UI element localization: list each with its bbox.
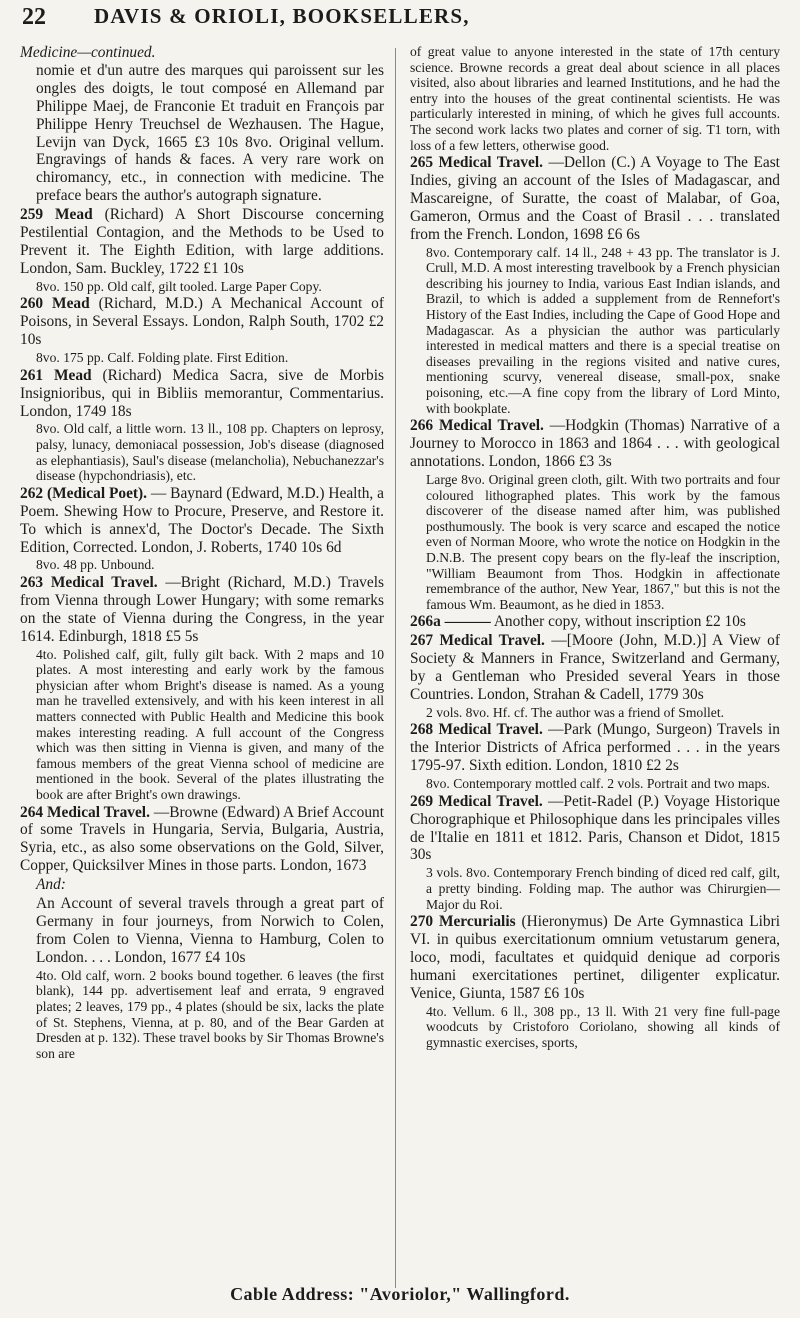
- page-number: 22: [22, 4, 46, 30]
- entry-264-second-work: An Account of several travels through a great part of Germany in four journeys, from Norwich to Colen, from Colen to Vienna, Vienna to Hamburg, Colen to London. . . . London, 1677 £4 10s: [36, 895, 384, 966]
- entry-heading: (Medical Poet).: [46, 484, 148, 502]
- continuation-text: nomie et d'un autre des marques qui paroissent sur les ongles des doigts, le tout composé en Allemand par Philippe Maej, de Franconie Et traduit en François par Philippe Henry Treuchsel de Wezhausen. The Hague, Levijn van Dyck, 1665 £3 10s 8vo. Original vellum. Engravings of hands & faces. A very rare work on chiromancy, etc., in connection with medicine. The preface bears the author's autograph signature.: [36, 61, 384, 205]
- catalogue-entry: [410, 793, 780, 865]
- entry-text: —Park (Mungo, Surgeon) Travels in the Interior Districts of Africa performed . . . in the years 1795-97. Sixth edition. London, 1810 £2 2s: [410, 721, 780, 775]
- left-column: [20, 44, 384, 1062]
- entry-note: 8vo. 48 pp. Unbound.: [36, 557, 155, 573]
- entry-note: Large 8vo. Original green cloth, gilt. With two portraits and four coloured lithographed plates. This work by the famous discoverer of the disease named after him, was published posthumously. The book is very scarce and escaped the notice even of Norman Moore, who wrote the notice on Hodgkin in the D.N.B. The present copy bears on the fly-leaf the inscription, "William Beaumont from Thos. Hodgkin in affectionate remembrance of the author, New Year, 1867," but this is not the famous Wm. Beaumont, as he died in 1853.: [426, 471, 780, 612]
- entry-heading: Medical Travel.: [438, 154, 544, 172]
- entry-text: — Baynard (Edward, M.D.) Health, a Poem. Shewing How to Procure, Preserve, and Restore it. To which is annex'd, The Doctor's Decade. The Sixth Edition, Corrected. London, J. Roberts, 1740 10s 6d: [20, 484, 384, 556]
- column-divider: [395, 48, 396, 1288]
- entry-264-note: 4to. Old calf, worn. 2 books bound together. 6 leaves (the first blank), 144 pp. advertisement leaf and errata, 9 engraved plates; 2 leaves, 179 pp., 4 plates (should be six, lacks the plate of St. Stephens, Vienna, at p. 80, and of the Bear Garden at Dresden at p. 132). These travel books by Sir Thomas Browne's son are: [36, 967, 384, 1061]
- entry-number: 268: [410, 721, 434, 739]
- catalogue-entry: [410, 632, 780, 704]
- entry-text: (Richard) A Short Discourse concerning Pestilential Contagion, and the Methods to be Used to Prevent it. The Eighth Edition, with large additions. London, Sam. Buckley, 1722 £1 10s: [20, 206, 384, 277]
- entry-text: (Hieronymus) De Arte Gymnastica Libri VI. in quibus exercitationum omnium vetustarum genera, loco, modi, facultates et quidquid denique ad corporis humani exercitationes pertinet, diligenter explicatur. Venice, Giunta, 1587 £6 10s: [410, 913, 780, 1002]
- entry-note: 3 vols. 8vo. Contemporary French binding of diced red calf, gilt, a pretty binding. Folding map. The author was Chirurgien—Major du Roi.: [426, 865, 780, 912]
- catalogue-entry: [410, 417, 780, 471]
- catalogue-entry: [20, 574, 384, 646]
- entry-note: 8vo. Contemporary calf. 14 ll., 248 + 43 pp. The translator is J. Crull, M.D. A most interesting travelbook by a French physician describing his journey to India, various East Indian islands, and Brazil, to which is added a supplement from de Rennefort's History of the East Indies, including the Cape of Good Hope and Madagascar. As a physician the author was particularly interested in medical matters and there is a special treatise on diseases prevailing in the regions visited and native cures, mentioning scurvy, venereal disease, small-pox, snake poisoning, etc.—A fine copy from the library of Lord Minto, with bookplate.: [426, 244, 780, 416]
- entry-number: 266: [410, 417, 434, 435]
- catalogue-entry: [410, 721, 780, 775]
- catalogue-entry: [410, 913, 780, 1003]
- catalogue-entry: [410, 154, 780, 244]
- entry-text: —Dellon (C.) A Voyage to The East Indies, giving an account of the Isles of Madagascar, and Mascareigne, of Suratte, the coast of Malabar, of Goa, Gameron, Ormus and the Coast of Brasil . . . translated from the French. London, 1698 £6 6s: [410, 154, 780, 243]
- catalogue-entry: [20, 804, 384, 876]
- entry-heading: ———: [444, 613, 491, 631]
- entry-heading: Medical Travel.: [50, 574, 158, 591]
- entry-heading: Medical Travel.: [438, 721, 543, 739]
- entry-note: 8vo. Old calf, a little worn. 13 ll., 108 pp. Chapters on leprosy, palsy, lunacy, demoniacal possession, Job's disease (diagnosed as elephantiasis), Saul's disease (melancholia), Nebuchanezzar's disease (hypchondriasis), etc.: [36, 421, 385, 484]
- entry-number: 269: [410, 792, 434, 810]
- entry-heading: Medical Travel.: [439, 632, 545, 650]
- running-title: DAVIS & ORIOLI, BOOKSELLERS,: [94, 4, 470, 28]
- entry-number: 261: [20, 366, 44, 384]
- entry-note: 8vo. 150 pp. Old calf, gilt tooled. Large Paper Copy.: [36, 278, 322, 294]
- entry-number: 259: [20, 206, 44, 224]
- entry-note: 4to. Vellum. 6 ll., 308 pp., 13 ll. With 21 very fine full-page woodcuts by Cristoforo Coriolano, showing all kinds of gymnastic exercises, sports,: [426, 1003, 780, 1050]
- catalogue-entry: [20, 206, 384, 278]
- entry-text: —Bright (Richard, M.D.) Travels from Vienna through Lower Hungary; with some remarks on the state of Vienna during the Congress, in the year 1614. Edinburgh, 1818 £5 5s: [20, 574, 384, 645]
- entry-264-and-label: And:: [36, 876, 66, 894]
- entry-text: —Browne (Edward) A Brief Account of some Travels in Hungaria, Servia, Bulgaria, Austria, Syria, etc., as also some observations on the Gold, Silver, Copper, Quicksilver Mines in those parts. London, 1673: [20, 803, 384, 875]
- section-title: Medicine—continued.: [20, 44, 156, 61]
- entry-text: Another copy, without inscription £2 10s: [493, 613, 746, 631]
- entry-number: 263: [20, 574, 44, 591]
- entry-heading: Mercurialis: [438, 913, 516, 931]
- entry-note: 2 vols. 8vo. Hf. cf. The author was a friend of Smollet.: [426, 704, 724, 720]
- entry-text: (Richard, M.D.) A Mechanical Account of Poisons, in Several Essays. London, Ralph South, 1702 £2 10s: [20, 295, 384, 349]
- entry-text: —Petit-Radel (P.) Voyage Historique Chorographique et Philosophique dans les principales villes de l'Italie en 1811 et 1812. Paris, Chanson et Didot, 1815 30s: [410, 792, 781, 864]
- entry-heading: Medical Travel.: [438, 417, 544, 435]
- catalogue-entry: [20, 295, 384, 349]
- entry-note: 8vo. 175 pp. Calf. Folding plate. First Edition.: [36, 350, 289, 366]
- page-header: [22, 4, 782, 44]
- entry-number: 266a: [410, 613, 441, 631]
- entry-heading: Medical Travel.: [438, 792, 543, 810]
- footer-cable-address: Cable Address: "Avoriolor," Wallingford.: [230, 1284, 570, 1304]
- entry-number: 270: [410, 913, 434, 931]
- entry-note: 8vo. Contemporary mottled calf. 2 vols. Portrait and two maps.: [426, 776, 770, 792]
- continuation-text: of great value to anyone interested in the state of 17th century science. Browne records a great deal about science in all places visited, also about libraries and learned Institutions, and he had the entry into the houses of the great continental scientists. He was particularly interested in mining, of which he gives full accounts. The second work lacks two plates and corner of sig. T1 torn, with loss of a few letters, otherwise good.: [410, 44, 780, 153]
- entry-note: 4to. Polished calf, gilt, fully gilt back. With 2 maps and 10 plates. A most interesting and early work by the famous physician after whom Bright's disease is named. As a young man he travelled extensively, and with his keen interest in all matters connected with Public Health and Medicine this book makes interesting reading. A full account of the Congress which was then sitting in Vienna is given, and many of the famous members of the great Vienna school of medicine are mentioned in the book. Several of the plates illustrating the book are after Bright's own drawings.: [36, 646, 384, 802]
- entry-heading: Mead: [52, 295, 90, 313]
- entry-number: 265: [410, 154, 434, 172]
- entry-text: (Richard) Medica Sacra, sive de Morbis Insignioribus, qui in Bibliis memorantur, Commentarius. London, 1749 18s: [20, 366, 384, 420]
- entry-heading: Mead: [55, 206, 93, 224]
- catalogue-entry: [20, 367, 384, 421]
- entry-heading: Medical Travel.: [47, 803, 150, 821]
- catalogue-entry: [20, 485, 384, 557]
- entry-heading: Mead: [54, 366, 92, 384]
- entry-number: 267: [410, 632, 434, 650]
- entry-text: —Hodgkin (Thomas) Narrative of a Journey to Morocco in 1863 and 1864 . . . with geological annotations. London, 1866 £3 3s: [410, 417, 780, 471]
- entry-number: 260: [20, 295, 44, 313]
- entry-text: —[Moore (John, M.D.)] A View of Society & Manners in France, Switzerland and Germany, by a Gentleman who Presided several Years in those Countries. London, Strahan & Cadell, 1779 30s: [410, 632, 781, 703]
- entry-number: 262: [20, 484, 44, 502]
- catalogue-entry: [410, 613, 780, 631]
- right-column: [410, 44, 780, 1051]
- entry-number: 264: [20, 803, 44, 821]
